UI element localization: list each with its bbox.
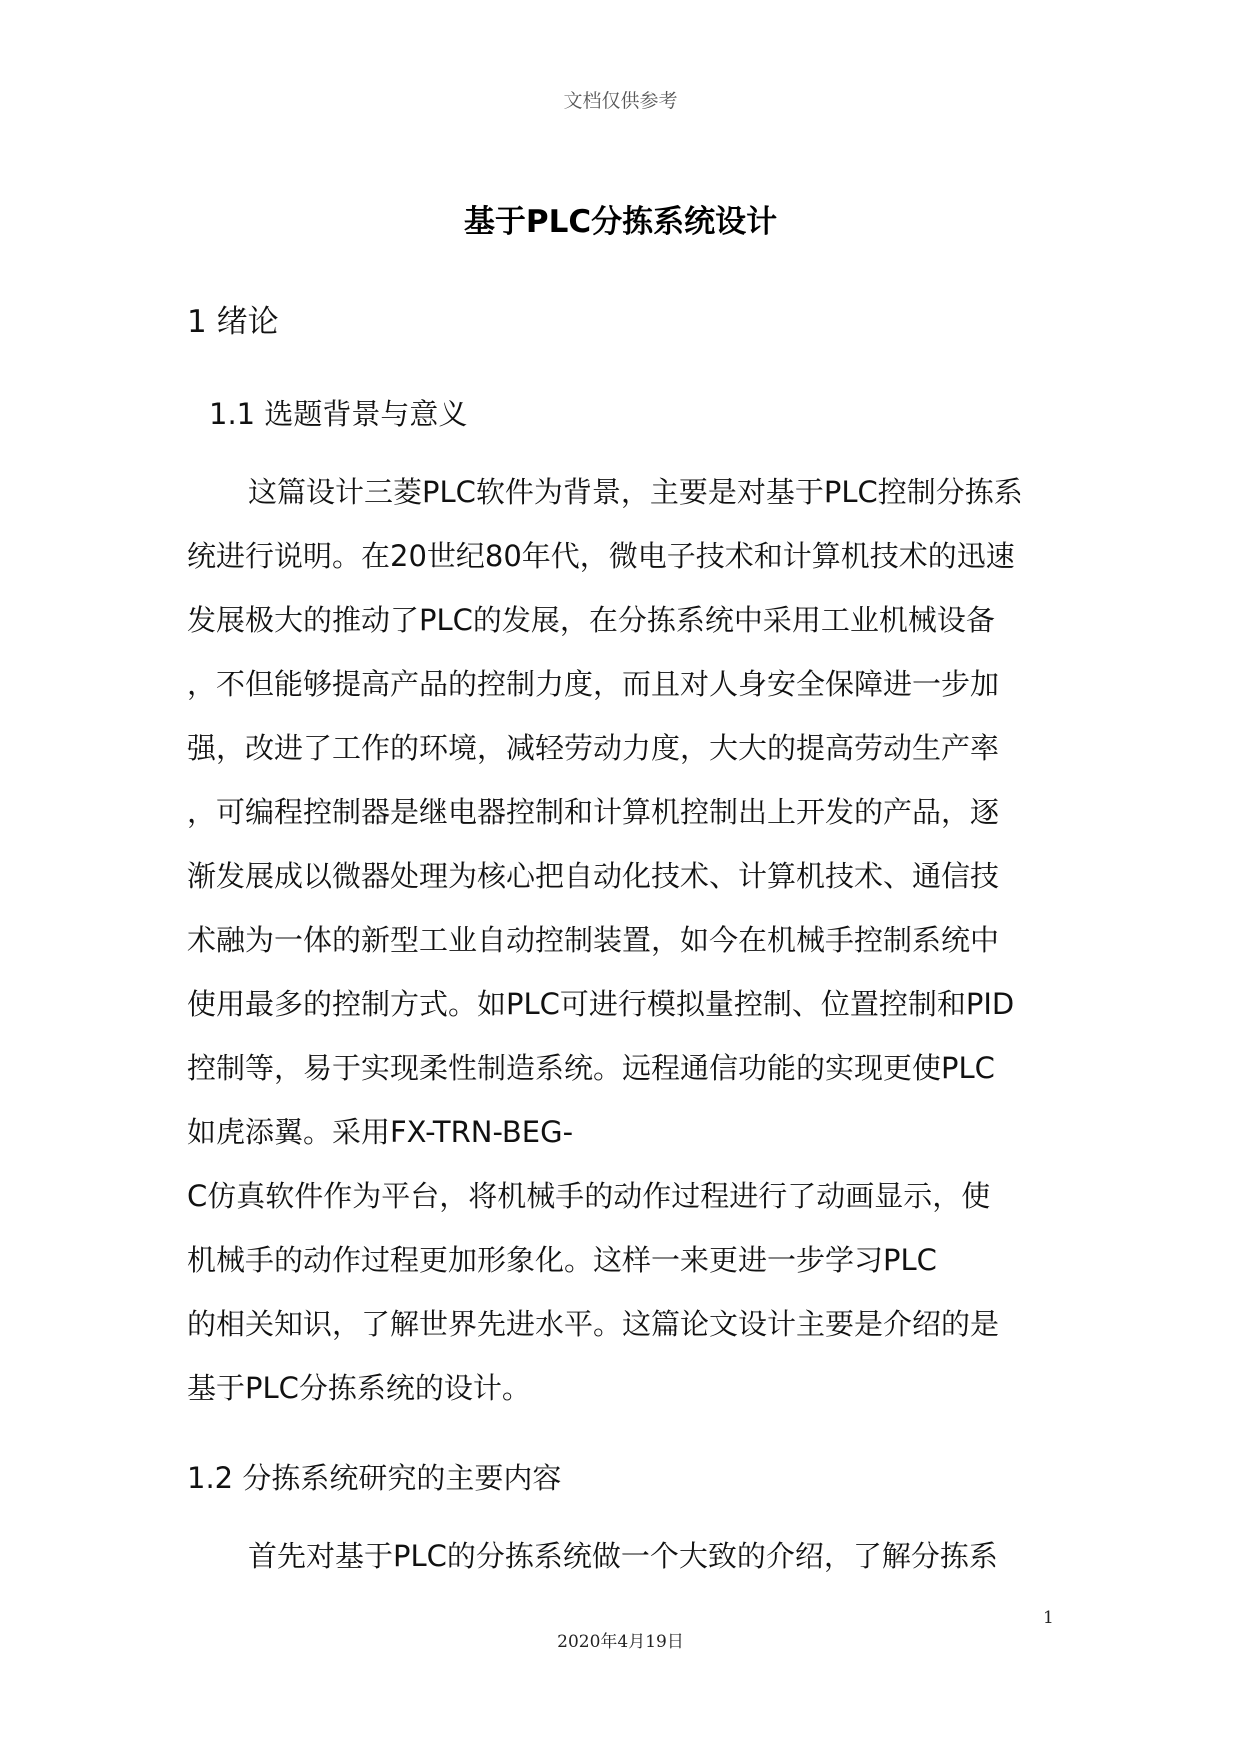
section-heading-1-2: 1.2 分拣系统研究的主要内容 [187,1461,562,1495]
paragraph-line: 基于PLC分拣系统的设计。 [187,1371,531,1405]
paragraph-line: 统进行说明。在20世纪80年代，微电子技术和计算机技术的迅速 [187,539,1015,573]
section-heading-1: 1 绪论 [187,304,279,340]
page-footer-date: 2020年4月19日 [557,1632,684,1652]
paragraph-line: 机械手的动作过程更加形象化。这样一来更进一步学习PLC [187,1243,937,1277]
paragraph-line: 使用最多的控制方式。如PLC可进行模拟量控制、位置控制和PID [187,987,1015,1021]
paragraph-line: 控制等，易于实现柔性制造系统。远程通信功能的实现更使PLC [187,1051,995,1085]
page-header: 文档仅供参考 [563,90,678,112]
paragraph-line: ，可编程控制器是继电器控制和计算机控制出上开发的产品，逐 [187,795,1000,829]
paragraph-line: ，不但能够提高产品的控制力度，而且对人身安全保障进一步加 [187,667,1000,701]
paragraph-line: 首先对基于PLC的分拣系统做一个大致的介绍，了解分拣系 [248,1539,998,1573]
paragraph-line: 这篇设计三菱PLC软件为背景，主要是对基于PLC控制分拣系 [248,475,1023,509]
paragraph-line: 如虎添翼。采用FX-TRN-BEG- [187,1115,574,1149]
page-number: 1 [1043,1608,1054,1628]
paragraph-line: 渐发展成以微器处理为核心把自动化技术、计算机技术、通信技 [187,859,1000,893]
section-heading-1-1: 1.1 选题背景与意义 [209,397,468,431]
paragraph-line: 术融为一体的新型工业自动控制装置，如今在机械手控制系统中 [187,923,1000,957]
paragraph-line: 发展极大的推动了PLC的发展，在分拣系统中采用工业机械设备 [187,603,995,637]
paragraph-line: 的相关知识，了解世界先进水平。这篇论文设计主要是介绍的是 [187,1307,1000,1341]
paragraph-line: C仿真软件作为平台，将机械手的动作过程进行了动画显示，使 [187,1179,991,1213]
paragraph-line: 强，改进了工作的环境，减轻劳动力度，大大的提高劳动生产率 [187,731,1000,765]
document-title: 基于PLC分拣系统设计 [463,204,778,240]
